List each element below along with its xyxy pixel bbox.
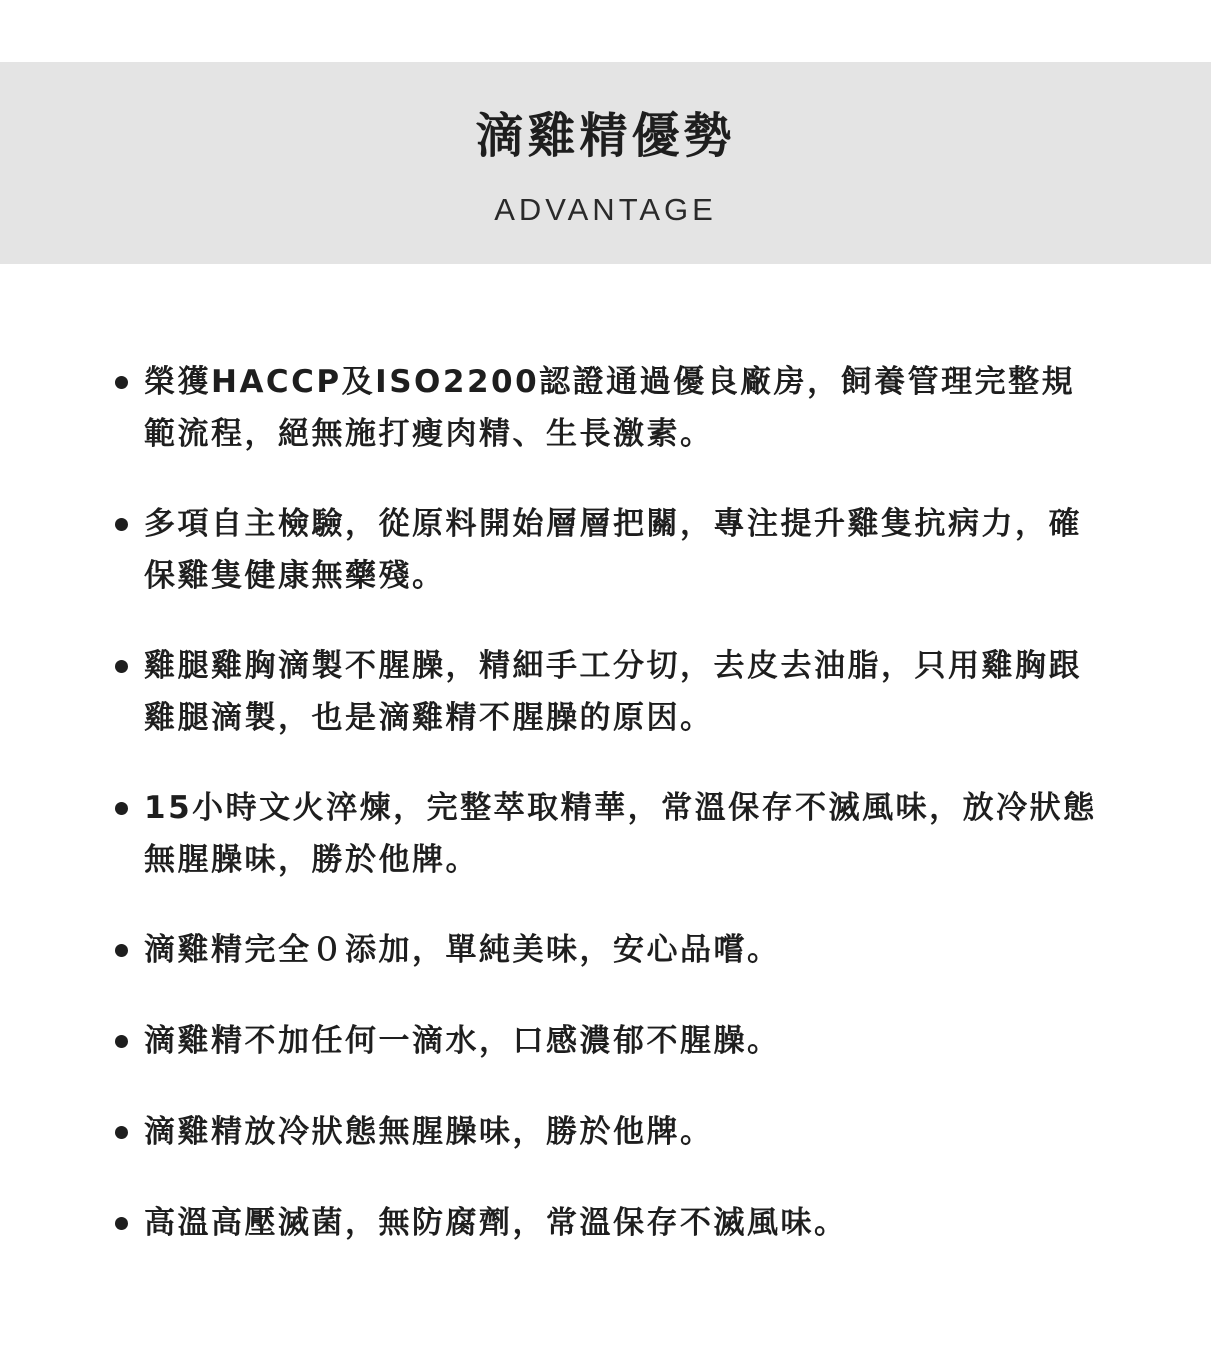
advantage-item-cold-state: [110, 1106, 1100, 1158]
page-title: 滴雞精優勢: [475, 108, 736, 164]
advantage-text: 榮獲HACCP及ISO2200認證通過優良廠房，飼養管理完整規範流程，絕無施打瘦肉精、生長激素。: [144, 364, 1076, 452]
page-subtitle: ADVANTAGE: [494, 192, 717, 227]
bullet-icon: [115, 1126, 128, 1139]
bullet-icon: [115, 518, 128, 531]
advantage-item-certification: [110, 356, 1100, 460]
advantage-text: 15小時文火淬煉，完整萃取精華，常溫保存不滅風味，放冷狀態無腥臊味，勝於他牌。: [144, 790, 1097, 878]
bullet-icon: [115, 802, 128, 815]
bullet-icon: [115, 1035, 128, 1048]
advantage-item-slow-cook: [110, 782, 1100, 886]
advantage-text: 雞腿雞胸滴製不腥臊，精細手工分切，去皮去油脂，只用雞胸跟雞腿滴製，也是滴雞精不腥臊的原因。: [144, 648, 1082, 736]
advantage-text: 滴雞精放冷狀態無腥臊味，勝於他牌。: [144, 1114, 714, 1150]
bullet-icon: [115, 376, 128, 389]
bullet-icon: [115, 944, 128, 957]
advantage-list: [110, 356, 1100, 1288]
advantage-item-no-additives: [110, 924, 1100, 976]
advantage-text: 多項自主檢驗，從原料開始層層把關，專注提升雞隻抗病力，確保雞隻健康無藥殘。: [144, 506, 1082, 594]
advantage-text: 高溫高壓滅菌，無防腐劑，常溫保存不滅風味。: [144, 1205, 848, 1241]
bullet-icon: [115, 1217, 128, 1230]
advantage-item-cutting: [110, 640, 1100, 744]
advantage-text: 滴雞精完全０添加，單純美味，安心品嚐。: [144, 932, 781, 968]
advantage-item-sterilization: [110, 1197, 1100, 1249]
advantage-text: 滴雞精不加任何一滴水，口感濃郁不腥臊。: [144, 1023, 781, 1059]
bullet-icon: [115, 660, 128, 673]
advantage-item-inspection: [110, 498, 1100, 602]
advantage-item-no-water: [110, 1015, 1100, 1067]
